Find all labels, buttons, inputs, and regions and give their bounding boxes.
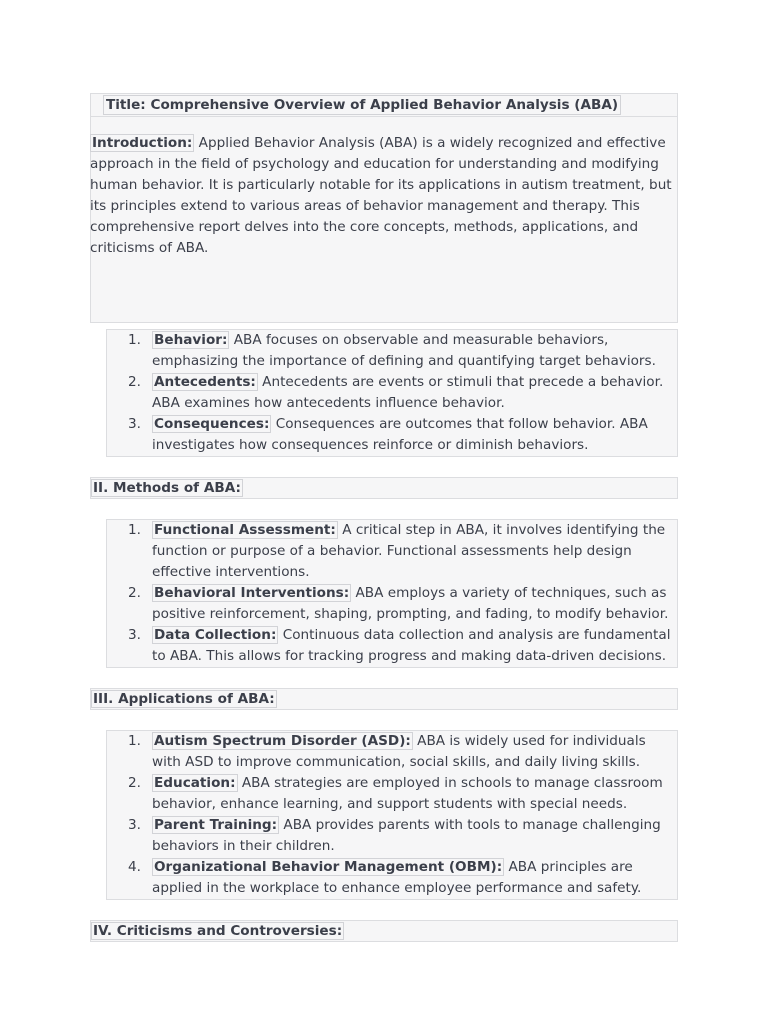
section-heading-criticisms (90, 920, 678, 942)
document-title-block (90, 93, 678, 117)
list-item-text: ABA employs a variety of techniques, such as positive reinforcement, shaping, prompting, and fading, to modify behavior. (152, 585, 669, 622)
list-item-text: Continuous data collection and analysis are fundamental to ABA. This allows for tracking progress and making data-driven decisions. (152, 627, 671, 664)
list-applications (106, 730, 678, 900)
list-number: 1. (128, 332, 141, 348)
list-item-label: Antecedents: (154, 374, 256, 390)
list-number: 1. (128, 733, 141, 749)
section-heading-text: II. Methods of ABA: (93, 480, 241, 496)
list-item (128, 520, 677, 583)
list-item-text: Consequences are outcomes that follow behavior. ABA investigates how consequences reinforce or diminish behaviors. (152, 416, 648, 453)
list-number: 3. (128, 627, 141, 643)
list-item-text: ABA is widely used for individuals with ASD to improve communication, social skills, and daily living skills. (152, 733, 646, 770)
list-item-label: Functional Assessment: (154, 522, 336, 538)
list-item-text: Antecedents are events or stimuli that precede a behavior. ABA examines how antecedents influence behavior. (152, 374, 664, 411)
list-item-label: Autism Spectrum Disorder (ASD): (154, 733, 411, 749)
section-heading-methods (90, 477, 678, 499)
list-number: 4. (128, 859, 141, 875)
list-number: 2. (128, 374, 141, 390)
list-item (128, 330, 677, 372)
list-item (128, 773, 677, 815)
introduction-block (90, 133, 678, 259)
introduction-paragraph (90, 133, 678, 259)
list-methods (106, 519, 678, 668)
section-heading-text: III. Applications of ABA: (93, 691, 275, 707)
list-item-text: A critical step in ABA, it involves identifying the function or purpose of a behavior. Functional assessments help design effective interventions. (152, 522, 666, 580)
list-item-label: Data Collection: (154, 627, 277, 643)
list-item (128, 583, 677, 625)
document (90, 93, 678, 942)
list-core-concepts (106, 329, 678, 457)
list-number: 3. (128, 817, 141, 833)
introduction-text: Applied Behavior Analysis (ABA) is a widely recognized and effective approach in the field of psychology and education for understanding and modifying human behavior. It is particularly notable for its applications in autism treatment, but its principles extend to various areas of behavior management and therapy. This comprehensive report delves into the core concepts, methods, applications, and criticisms of ABA. (90, 135, 672, 256)
list-item-label: Parent Training: (154, 817, 278, 833)
list-item (128, 731, 677, 773)
list-item-text: ABA provides parents with tools to manage challenging behaviors in their children. (152, 817, 661, 854)
list-number: 1. (128, 522, 141, 538)
list-item-label: Behavioral Interventions: (154, 585, 350, 601)
section-heading-text: IV. Criticisms and Controversies: (93, 923, 343, 939)
introduction-label: Introduction: (92, 135, 193, 151)
section-heading-applications (90, 688, 678, 710)
list-number: 3. (128, 416, 141, 432)
list-item (128, 815, 677, 857)
list-item (128, 414, 677, 456)
list-item-text: ABA strategies are employed in schools to manage classroom behavior, enhance learning, and support students with special needs. (152, 775, 663, 812)
list-item-label: Organizational Behavior Management (OBM): (154, 859, 503, 875)
list-item-text: ABA principles are applied in the workplace to enhance employee performance and safety. (152, 859, 642, 896)
list-item (128, 625, 677, 667)
list-item-label: Consequences: (154, 416, 270, 432)
document-title: Title: Comprehensive Overview of Applied Behavior Analysis (ABA) (103, 95, 621, 115)
list-item-label: Behavior: (154, 332, 228, 348)
list-item (128, 372, 677, 414)
list-item-label: Education: (154, 775, 236, 791)
list-item (128, 857, 677, 899)
list-number: 2. (128, 585, 141, 601)
list-item-text: ABA focuses on observable and measurable behaviors, emphasizing the importance of defining and quantifying target behaviors. (152, 332, 656, 369)
list-number: 2. (128, 775, 141, 791)
